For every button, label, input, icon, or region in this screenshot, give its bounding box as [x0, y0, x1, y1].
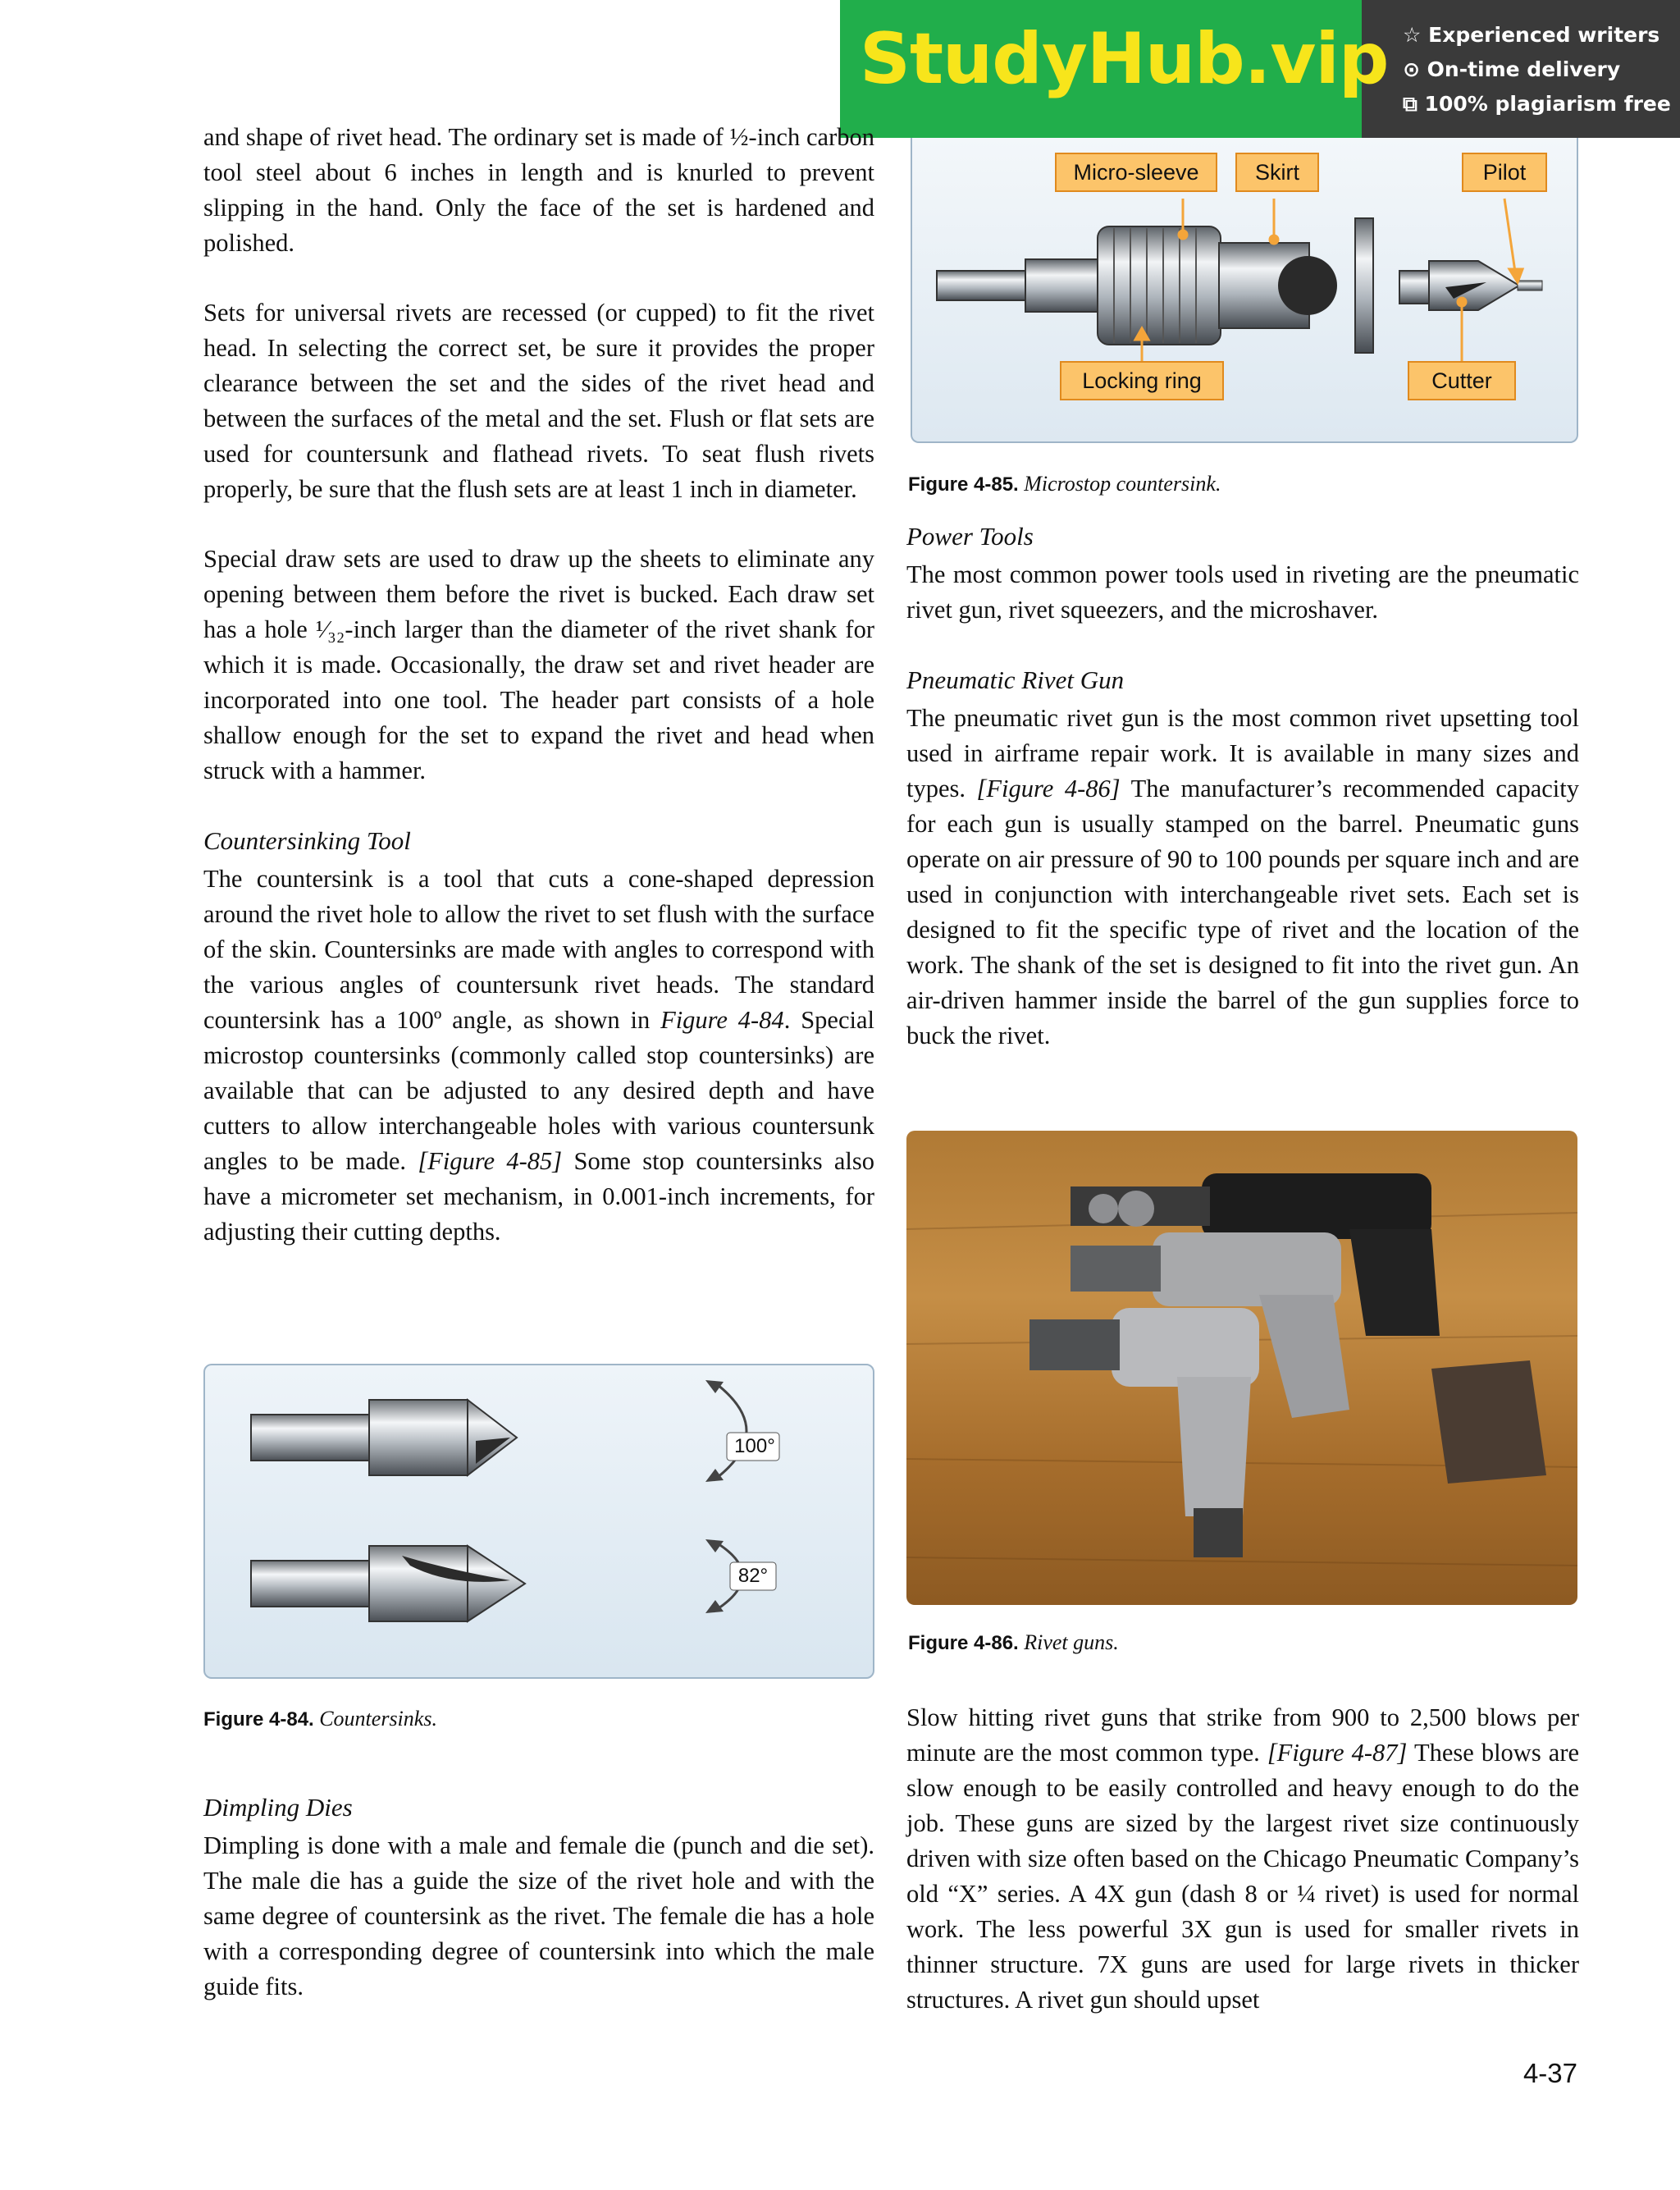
figure-86-caption: Figure 4-86. Rivet guns. — [908, 1630, 1119, 1654]
heading-power-tools: Power Tools — [906, 522, 1034, 551]
left-column — [203, 120, 874, 1284]
paragraph-pneumatic: The pneumatic rivet gun is the most common rivet upsetting tool used in airframe repair work. It is available in many sizes and types. [Figure 4-86] The manufacturer’s recommended capacity for each gun is usually stamped on the barrel. Pneumatic guns operate on air pressure of 90 to 100 pounds per square inch and are used in conjunction with interchangeable rivet sets. Each set is designed to fit the specific type of rivet and the location of the work. The shank of the set is designed to fit into the rivet gun. An air-driven hammer inside the barrel of the gun supplies force to buck the rivet. — [906, 704, 1579, 1049]
label-pilot: Pilot — [1462, 153, 1547, 192]
left-column-bottom — [203, 1790, 874, 2039]
banner-logo-area[interactable] — [840, 0, 1389, 138]
paragraph-rivet-set: and shape of rivet head. The ordinary set is made of ½-inch carbon tool steel about 6 inches in length and is knurled to prevent slipping in the hand. Only the face of the set is hardened and polished. — [203, 123, 874, 257]
countersink-100-icon — [251, 1400, 517, 1475]
figure-ref: [Figure 4-85] — [418, 1147, 563, 1175]
figure-microstop-countersink — [911, 138, 1578, 443]
heading-pneumatic-rivet-gun: Pneumatic Rivet Gun — [906, 665, 1125, 694]
paragraph-universal-sets: Sets for universal rivets are recessed (or cupped) to fit the rivet head. In selecting the correct set, be sure it provides the proper clearance between the set and the sides of the rivet head and between the surfaces of the metal and the set. Flush or flat sets are used for countersunk and flathead rivets. To seat flush rivets properly, be sure that the flush sets are at least 1 inch in diameter. — [203, 299, 874, 503]
page-number: 4-37 — [1522, 2058, 1577, 2088]
heading-dimpling-dies: Dimpling Dies — [203, 1793, 353, 1822]
banner-feature-delivery: ⊙ On-time delivery — [1403, 57, 1621, 81]
figure-ref: Figure 4-84 — [660, 1006, 784, 1034]
figure-ref: [Figure 4-86] — [976, 775, 1121, 802]
figure-85-caption: Figure 4-85. Microstop countersink. — [908, 472, 1221, 496]
right-column-bottom — [906, 1700, 1579, 2052]
figure-ref: [Figure 4-87] — [1267, 1739, 1408, 1767]
countersink-82-icon — [251, 1546, 525, 1621]
right-column — [906, 519, 1579, 1088]
paragraph-slow-hitting: Slow hitting rivet guns that strike from 900 to 2,500 blows per minute are the most common type. [Figure 4-87] These blows are slow enough to be easily controlled and heavy enough to do the job. These guns are sized by the largest rivet size continuously driven with size often based on the Chicago Pneumatic Company’s old “X” series. A 4X gun (dash 8 or ¼ rivet) is used for normal work. The less powerful 3X gun is used for smaller rivets in thinner structure. 7X guns are used for large rivets in thicker structures. A rivet gun should upset — [906, 1703, 1580, 2014]
figure-countersinks — [203, 1364, 874, 1679]
banner-logo[interactable]: StudyHub.vip — [860, 18, 1389, 100]
figure-rivet-guns-photo — [906, 1131, 1577, 1605]
paragraph-countersink: The countersink is a tool that cuts a cone-shaped depression around the rivet hole to allow the rivet to set flush with the surface of the skin. Countersinks are made with angles to correspond with the various angles of countersunk rivet heads. The standard countersink has a 100º angle, as shown in Figure 4-84. Special microstop countersinks (commonly called stop countersinks) are available that can be adjusted to any desired depth and have cutters to allow interchangeable holes with various countersunk angles to be made. [Figure 4-85] Some stop countersinks also have a micrometer set mechanism, in 0.001-inch increments, for adjusting their cutting depths. — [203, 865, 875, 1246]
ad-banner[interactable] — [840, 0, 1680, 138]
heading-countersinking-tool: Countersinking Tool — [203, 826, 411, 855]
figure-84-caption: Figure 4-84. Countersinks. — [203, 1707, 437, 1731]
label-cutter: Cutter — [1408, 361, 1516, 400]
angle-82-label: 82° — [737, 1565, 769, 1587]
label-locking-ring: Locking ring — [1060, 361, 1224, 400]
rivet-guns-illustration — [906, 1131, 1577, 1605]
paragraph-draw-sets: Special draw sets are used to draw up the sheets to eliminate any opening between them before the rivet is bucked. Each draw set has a hole ¹⁄₃₂-inch larger than the diameter of the rivet shank for which it is made. Occasionally, the draw set and rivet header are incorporated into one tool. The header part consists of a hole shallow enough for the set to expand the rivet and head when struck with a hammer. — [203, 545, 874, 784]
label-micro-sleeve: Micro-sleeve — [1055, 153, 1217, 192]
countersinks-illustration — [205, 1365, 873, 1677]
angle-100-label: 100° — [734, 1435, 775, 1457]
paragraph-power-tools: The most common power tools used in riveting are the pneumatic rivet gun, rivet squeezers, and the microshaver. — [906, 560, 1579, 624]
banner-feature-writers: ☆ Experienced writers — [1403, 23, 1660, 47]
label-skirt: Skirt — [1235, 153, 1319, 192]
banner-feature-plagiarism: ⧉ 100% plagiarism free — [1403, 92, 1671, 116]
paragraph-dimpling: Dimpling is done with a male and female die (punch and die set). The male die has a guide the size of the rivet hole and with the same degree of countersink as the rivet. The female die has a hole with a corresponding degree of countersink into which the male guide fits. — [203, 1831, 874, 2000]
